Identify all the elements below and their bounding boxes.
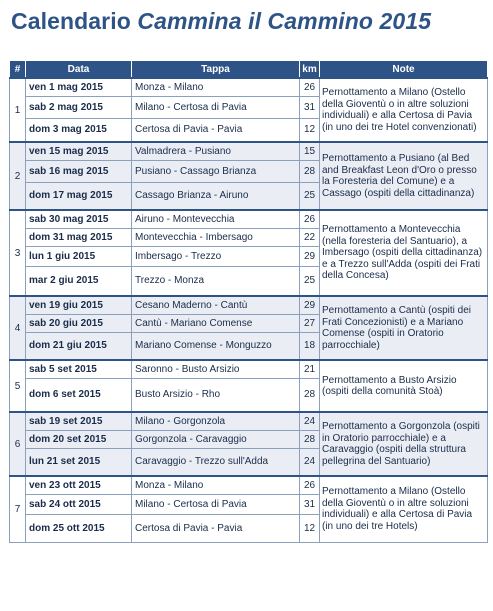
stage-km: 26: [300, 78, 320, 96]
stage-km: 27: [300, 314, 320, 332]
header-date: Data: [26, 61, 132, 79]
table-row: [10, 476, 488, 494]
table-row: [10, 142, 488, 160]
group-note: Pernottamento a Milano (Ostello della Gioventù o in altre soluzioni individuali) e alla Certosa di Pavia (in uno dei tre Hotels): [320, 476, 488, 542]
stage-km: 18: [300, 332, 320, 360]
group-number: 1: [10, 78, 26, 142]
group-note: Pernottamento a Gorgonzola (ospiti in Oratorio parrocchiale) e a Caravaggio (ospiti della struttura pellegrina del Santuario): [320, 412, 488, 476]
stage-route: Pusiano - Cassago Brianza: [132, 160, 300, 182]
stage-route: Cantù - Mariano Comense: [132, 314, 300, 332]
stage-route: Gorgonzola - Caravaggio: [132, 430, 300, 448]
header-km: km: [300, 61, 320, 79]
stage-km: 25: [300, 182, 320, 210]
stage-route: Milano - Certosa di Pavia: [132, 96, 300, 118]
stage-km: 24: [300, 448, 320, 476]
calendar-table: [9, 60, 488, 543]
stage-km: 28: [300, 160, 320, 182]
calendar-body: [10, 78, 488, 542]
stage-route: Milano - Gorgonzola: [132, 412, 300, 430]
stage-route: Caravaggio - Trezzo sull'Adda: [132, 448, 300, 476]
table-row: [10, 412, 488, 430]
group-number: 3: [10, 210, 26, 296]
stage-date: dom 3 mag 2015: [26, 118, 132, 142]
stage-km: 25: [300, 266, 320, 296]
stage-route: Certosa di Pavia - Pavia: [132, 514, 300, 542]
stage-km: 29: [300, 246, 320, 266]
group-note: Pernottamento a Montevecchia (nella foresteria del Santuario), a Imbersago (ospiti della cittadinanza) e a Trezzo sull'Adda (ospiti dei Frati della Concesa): [320, 210, 488, 296]
table-row: [10, 78, 488, 96]
stage-route: Busto Arsizio - Rho: [132, 378, 300, 412]
stage-km: 26: [300, 476, 320, 494]
stage-km: 12: [300, 118, 320, 142]
stage-route: Monza - Milano: [132, 476, 300, 494]
stage-route: Milano - Certosa di Pavia: [132, 494, 300, 514]
stage-route: Imbersago - Trezzo: [132, 246, 300, 266]
group-note: Pernottamento a Busto Arsizio (ospiti della comunità Stoà): [320, 360, 488, 412]
table-row: [10, 296, 488, 314]
stage-route: Monza - Milano: [132, 78, 300, 96]
header-number: #: [10, 61, 26, 79]
stage-date: ven 1 mag 2015: [26, 78, 132, 96]
stage-date: mar 2 giu 2015: [26, 266, 132, 296]
stage-date: sab 16 mag 2015: [26, 160, 132, 182]
group-number: 7: [10, 476, 26, 542]
stage-date: ven 19 giu 2015: [26, 296, 132, 314]
stage-km: 22: [300, 228, 320, 246]
stage-date: dom 20 set 2015: [26, 430, 132, 448]
stage-km: 15: [300, 142, 320, 160]
stage-date: sab 30 mag 2015: [26, 210, 132, 228]
stage-date: sab 2 mag 2015: [26, 96, 132, 118]
title-prefix: Calendario: [11, 8, 138, 34]
group-number: 6: [10, 412, 26, 476]
stage-route: Saronno - Busto Arsizio: [132, 360, 300, 378]
stage-route: Montevecchia - Imbersago: [132, 228, 300, 246]
stage-km: 12: [300, 514, 320, 542]
stage-route: Certosa di Pavia - Pavia: [132, 118, 300, 142]
stage-km: 31: [300, 494, 320, 514]
stage-km: 31: [300, 96, 320, 118]
stage-date: dom 25 ott 2015: [26, 514, 132, 542]
group-note: Pernottamento a Pusiano (al Bed and Breakfast Leon d'Oro o presso la Foresteria del Comune) e a Cassago (ospiti della cittadinanza): [320, 142, 488, 210]
stage-route: Cesano Maderno - Cantù: [132, 296, 300, 314]
stage-date: dom 17 mag 2015: [26, 182, 132, 210]
stage-km: 26: [300, 210, 320, 228]
title-year: 2015: [373, 8, 432, 34]
stage-km: 21: [300, 360, 320, 378]
stage-route: Mariano Comense - Monguzzo: [132, 332, 300, 360]
stage-km: 29: [300, 296, 320, 314]
group-number: 5: [10, 360, 26, 412]
stage-route: Cassago Brianza - Airuno: [132, 182, 300, 210]
stage-date: lun 21 set 2015: [26, 448, 132, 476]
stage-date: ven 23 ott 2015: [26, 476, 132, 494]
group-note: Pernottamento a Milano (Ostello della Gioventù o in altre soluzioni individuali) e alla Certosa di Pavia (in uno dei tre Hotel convenzionati): [320, 78, 488, 142]
group-number: 4: [10, 296, 26, 360]
stage-route: Airuno - Montevecchia: [132, 210, 300, 228]
stage-date: dom 21 giu 2015: [26, 332, 132, 360]
header-row: [10, 61, 488, 79]
stage-km: 28: [300, 430, 320, 448]
header-notes: Note: [320, 61, 488, 79]
stage-date: lun 1 giu 2015: [26, 246, 132, 266]
stage-date: sab 24 ott 2015: [26, 494, 132, 514]
stage-date: dom 31 mag 2015: [26, 228, 132, 246]
stage-date: ven 15 mag 2015: [26, 142, 132, 160]
stage-date: sab 19 set 2015: [26, 412, 132, 430]
header-stage: Tappa: [132, 61, 300, 79]
stage-km: 24: [300, 412, 320, 430]
stage-date: sab 20 giu 2015: [26, 314, 132, 332]
stage-route: Trezzo - Monza: [132, 266, 300, 296]
page-title: [11, 8, 431, 35]
table-row: [10, 210, 488, 228]
table-row: [10, 360, 488, 378]
stage-route: Valmadrera - Pusiano: [132, 142, 300, 160]
group-note: Pernottamento a Cantù (ospiti dei Frati Concezionisti) e a Mariano Comense (ospiti in Oratorio parrocchiale): [320, 296, 488, 360]
title-emphasis: Cammina il Cammino: [137, 8, 374, 34]
stage-date: dom 6 set 2015: [26, 378, 132, 412]
stage-km: 28: [300, 378, 320, 412]
stage-date: sab 5 set 2015: [26, 360, 132, 378]
group-number: 2: [10, 142, 26, 210]
